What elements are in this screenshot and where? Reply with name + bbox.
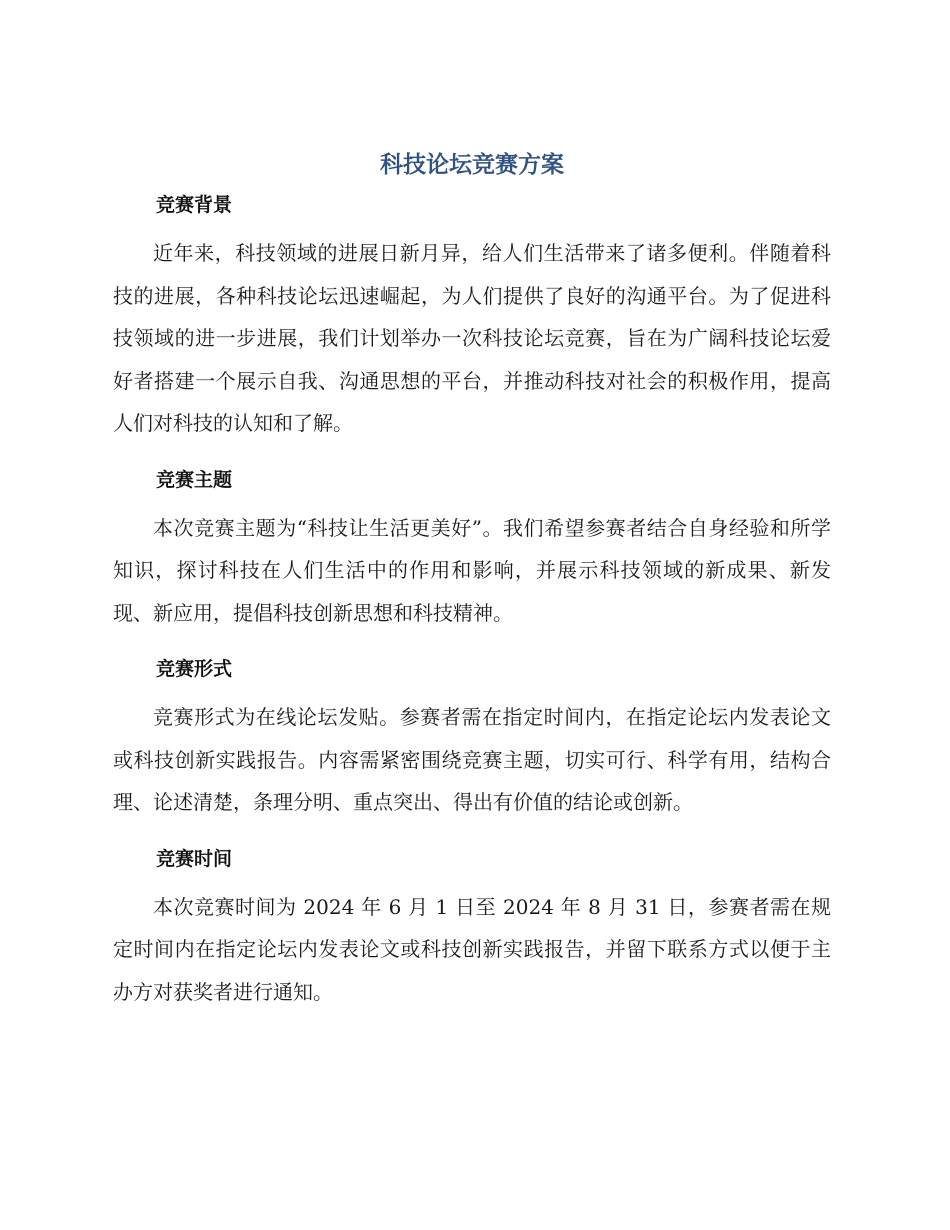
section-heading: 竞赛时间 bbox=[156, 847, 233, 870]
section-time bbox=[113, 838, 831, 1014]
document-title: 科技论坛竞赛方案 bbox=[380, 152, 564, 178]
section-background bbox=[113, 184, 831, 445]
section-theme bbox=[113, 459, 831, 635]
section-heading: 竞赛形式 bbox=[156, 658, 233, 680]
section-heading: 竞赛背景 bbox=[156, 194, 233, 216]
section-paragraph: 竞赛形式为在线论坛发贴。参赛者需在指定时间内，在指定论坛内发表论文或科技创新实践报告。内容需紧密围绕竞赛主题，切实可行、科学有用，结构合理、论述清楚，条理分明、重点突出、得出有价值的结论或创新。 bbox=[113, 705, 831, 814]
section-paragraph: 本次竞赛时间为 2024 年 6 月 1 日至 2024 年 8 月 31 日，参赛者需在规定时间内在指定论坛内发表论文或科技创新实践报告，并留下联系方式以便于主办方对获奖者进行通知。 bbox=[113, 894, 831, 1004]
document-body bbox=[113, 146, 831, 1013]
section-format bbox=[113, 648, 831, 824]
section-paragraph: 近年来，科技领域的进展日新月异，给人们生活带来了诸多便利。伴随着科技的进展，各种科技论坛迅速崛起，为人们提供了良好的沟通平台。为了促进科技领域的进一步进展，我们计划举办一次科技论坛竞赛，旨在为广阔科技论坛爱好者搭建一个展示自我、沟通思想的平台，并推动科技对社会的积极作用，提高人们对科技的认知和了解。 bbox=[113, 241, 831, 435]
section-paragraph: 本次竞赛主题为“科技让生活更美好”。我们希望参赛者结合自身经验和所学知识，探讨科技在人们生活中的作用和影响，并展示科技领域的新成果、新发现、新应用，提倡科技创新思想和科技精神。 bbox=[113, 515, 831, 625]
section-heading: 竞赛主题 bbox=[156, 468, 233, 491]
